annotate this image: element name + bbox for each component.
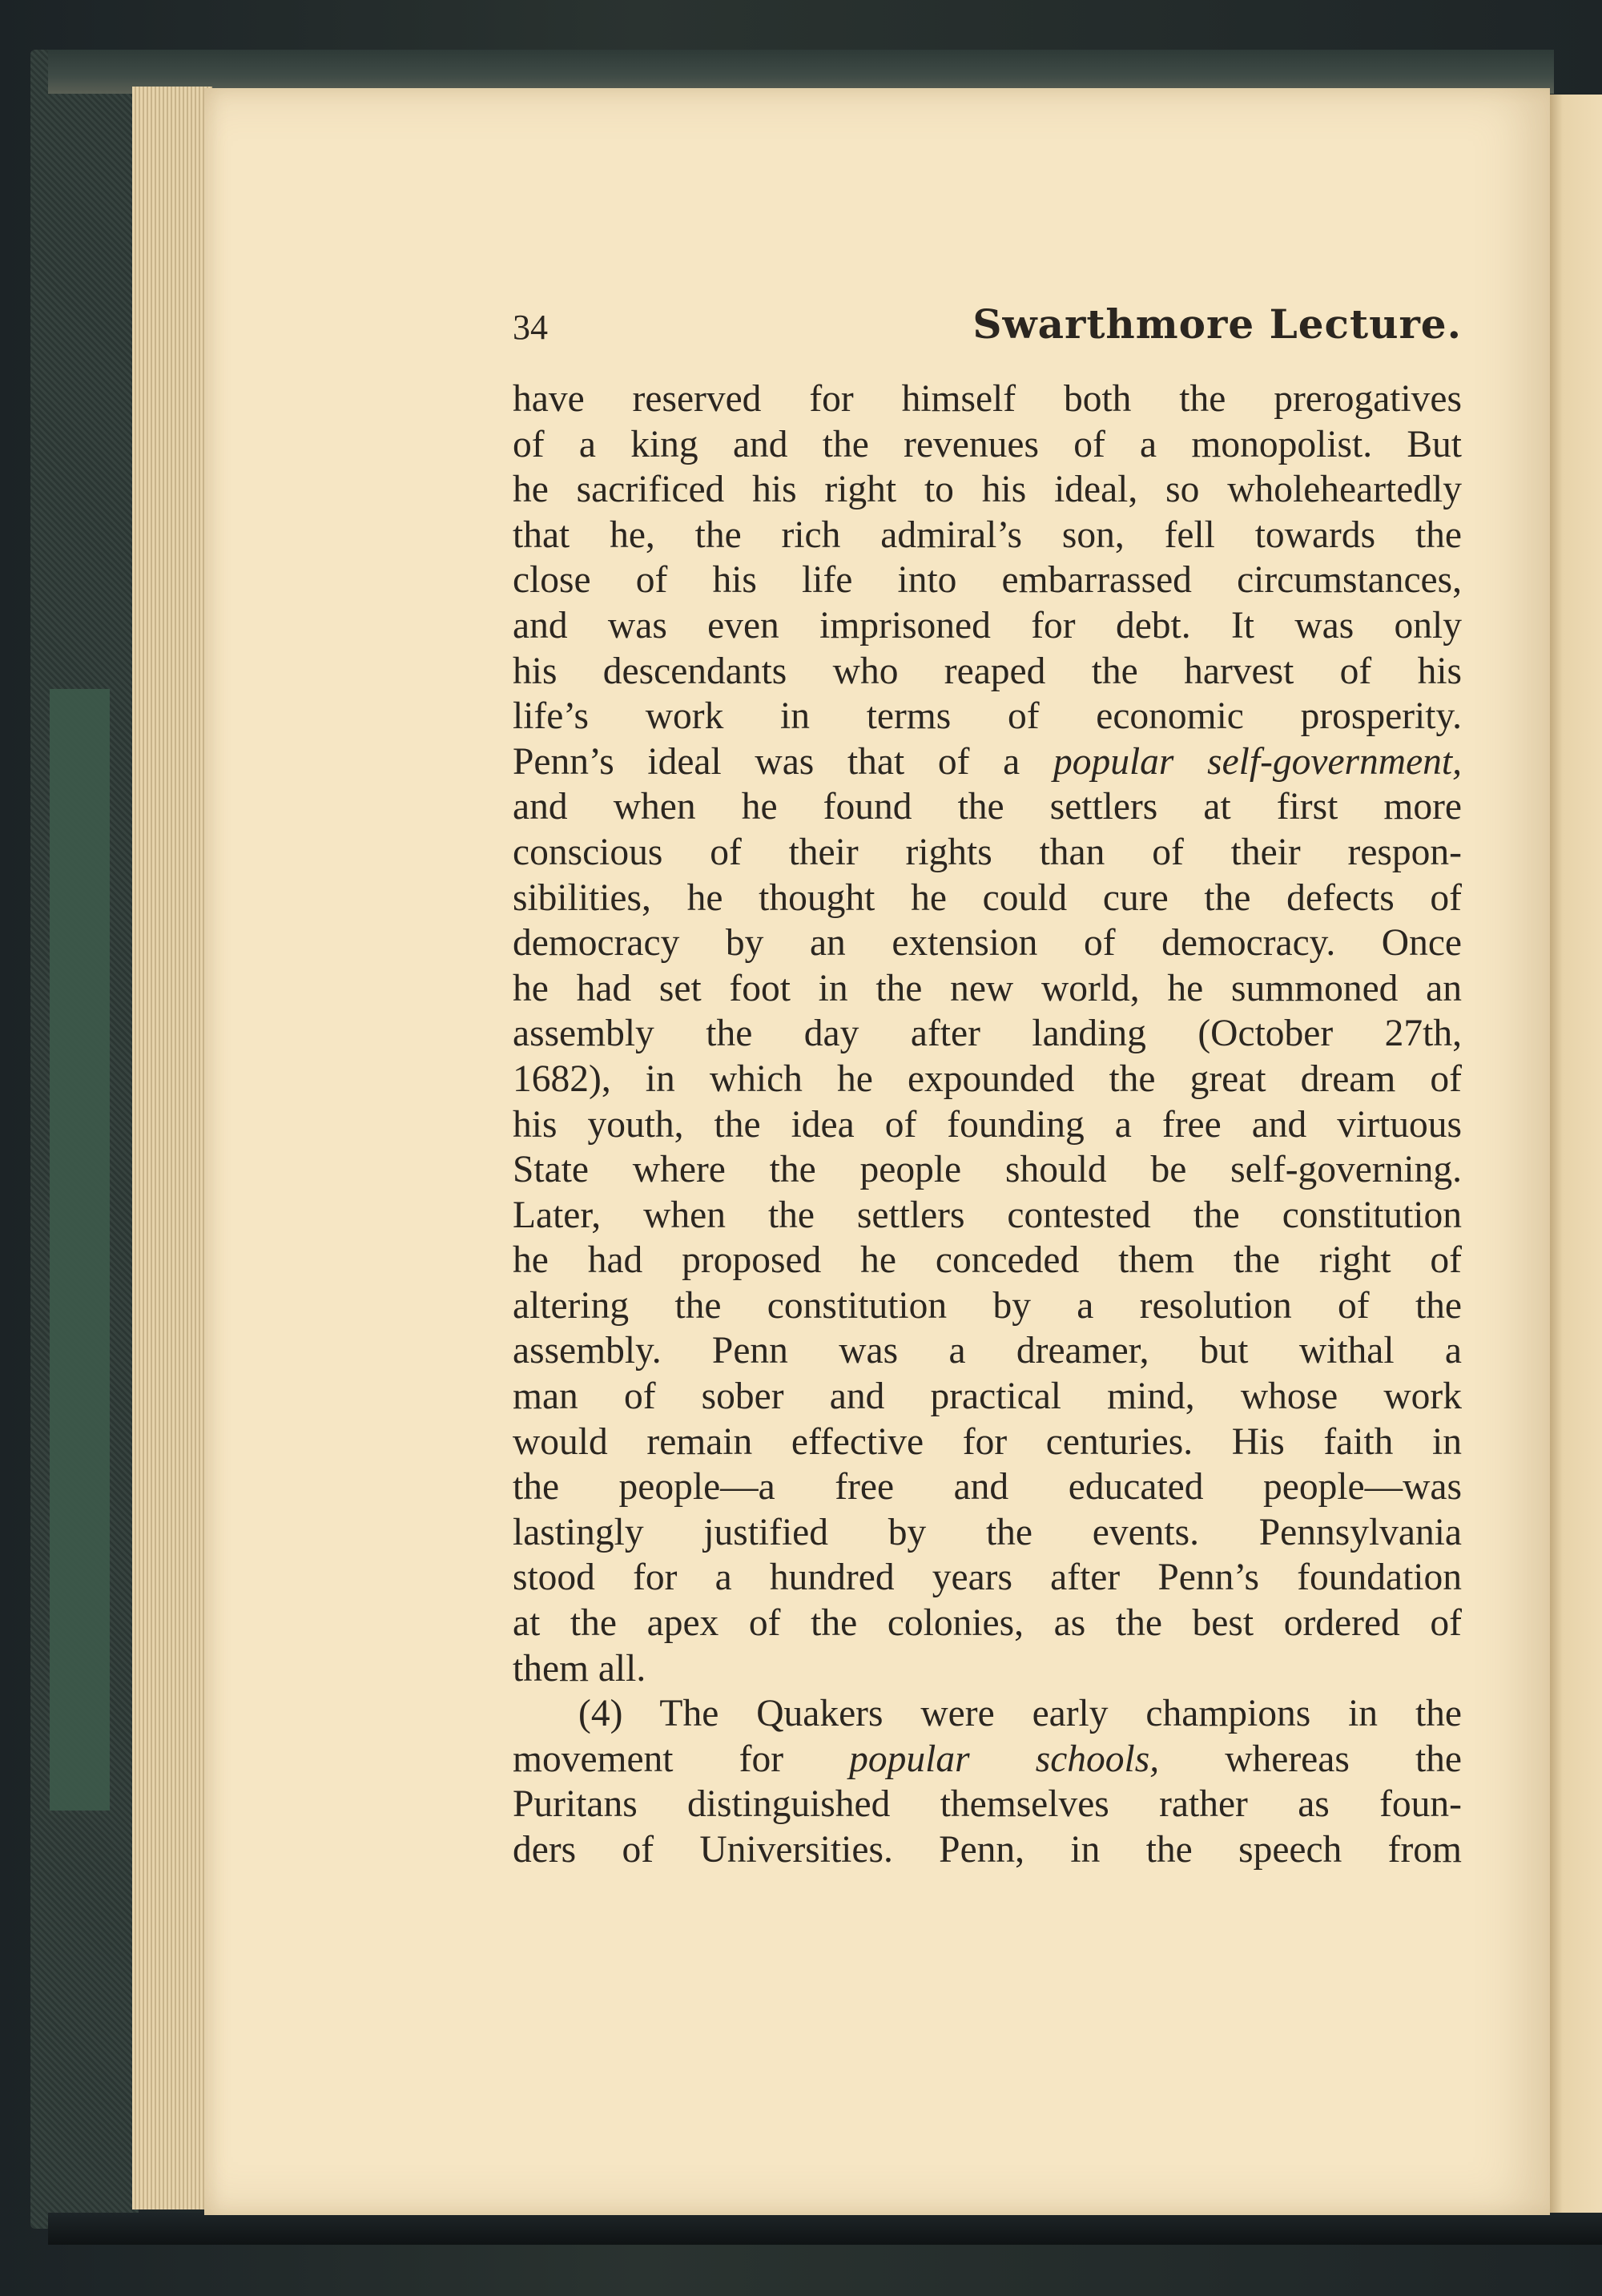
text-line: Later, when the settlers contested the constitution <box>513 1194 1462 1236</box>
text-line: assembly. Penn was a dreamer, but withal a <box>513 1330 1462 1372</box>
text-line: at the apex of the colonies, as the best ordered of <box>513 1602 1462 1645</box>
facing-page-edge <box>1546 95 1602 2226</box>
text-line: that he, the rich admiral’s son, fell towards the <box>513 514 1462 556</box>
text-line: would remain effective for centuries. His faith in <box>513 1420 1462 1463</box>
text-line: ders of Universities. Penn, in the speech from <box>513 1829 1462 1871</box>
italic-phrase: popular self-government, <box>1053 740 1462 783</box>
text-line-italic-phrase: Penn’s ideal was that of a popular self-government, <box>513 740 1462 783</box>
text-line: lastingly justified by the events. Pennsylvania <box>513 1511 1462 1553</box>
binding-cloth-patch <box>50 689 110 1811</box>
text-line: he had proposed he conceded them the right of <box>513 1239 1462 1282</box>
text-line: conscious of their rights than of their respon- <box>513 831 1462 873</box>
text-line: his descendants who reaped the harvest of his <box>513 650 1462 692</box>
running-head <box>513 300 1462 356</box>
page-stack-edge <box>132 87 212 2209</box>
text-line: of a king and the revenues of a monopolist. But <box>513 423 1462 465</box>
text-line: assembly the day after landing (October 27th, <box>513 1013 1462 1055</box>
text-line: he sacrificed his right to his ideal, so wholeheartedly <box>513 469 1462 511</box>
text-line: altering the constitution by a resolution of the <box>513 1284 1462 1327</box>
text-line: 1682), in which he expounded the great dream of <box>513 1057 1462 1100</box>
text-line: Puritans distinguished themselves rather as foun- <box>513 1783 1462 1826</box>
page-number: 34 <box>513 308 548 347</box>
text-line: (4) The Quakers were early champions in the <box>578 1693 1462 1735</box>
text-line: the people—a free and educated people—was <box>513 1466 1462 1509</box>
italic-phrase: popular schools, <box>849 1738 1160 1780</box>
text-line: he had set foot in the new world, he summoned an <box>513 967 1462 1009</box>
running-title: Swarthmore Lecture. <box>972 300 1462 348</box>
text-line: sibilities, he thought he could cure the defects of <box>513 876 1462 919</box>
text-line: his youth, the idea of founding a free and virtuous <box>513 1103 1462 1146</box>
text-line: man of sober and practical mind, whose work <box>513 1376 1462 1418</box>
body-text <box>513 377 1462 1873</box>
text-line: have reserved for himself both the prerogatives <box>513 378 1462 420</box>
text-line: and was even imprisoned for debt. It was only <box>513 604 1462 647</box>
book-top-edge <box>48 50 1554 94</box>
text-line: and when he found the settlers at first more <box>513 786 1462 828</box>
text-line: them all. <box>513 1647 646 1690</box>
text-line: life’s work in terms of economic prosperity. <box>513 695 1462 738</box>
book-bottom-edge <box>48 2213 1602 2245</box>
text-line: State where the people should be self-governing. <box>513 1149 1462 1191</box>
text-line: stood for a hundred years after Penn’s foundation <box>513 1557 1462 1599</box>
text-line: close of his life into embarrassed circumstances, <box>513 559 1462 602</box>
text-line-italic-phrase: movement for popular schools, whereas the <box>513 1738 1462 1780</box>
text-line: democracy by an extension of democracy. Once <box>513 922 1462 965</box>
